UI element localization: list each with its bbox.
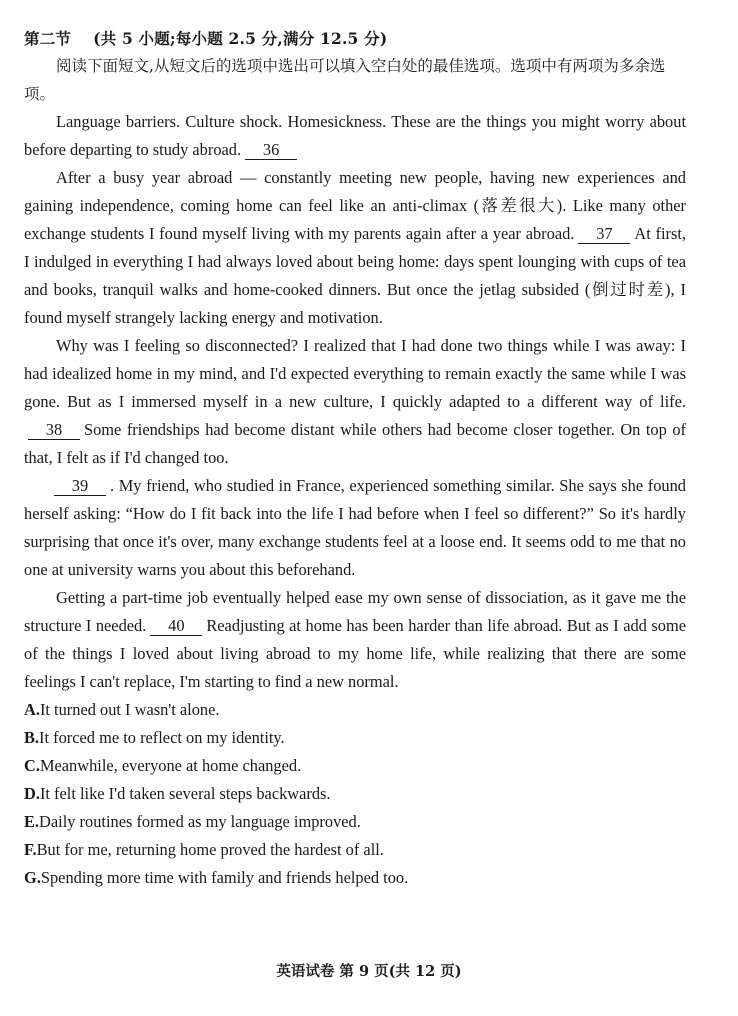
section-scoring-note: (共 5 小题;每小题 2.5 分,满分 12.5 分) (93, 29, 388, 48)
option-b (24, 724, 686, 752)
page-footer: 英语试卷 第 9 页(共 12 页) (276, 963, 462, 980)
blank-38: 38 (28, 421, 80, 440)
paragraph-text: Language barriers. Culture shock. Homesickness. These are the things you might worry about before departing to study abroad. (24, 112, 686, 159)
paragraph-text: Getting a part-time job eventually helped ease my own sense of dissociation, as it gave me the structure I needed. (24, 588, 686, 635)
option-text: It turned out I wasn't alone. (39, 700, 220, 719)
paragraph-text: . My friend, who studied in France, experienced something similar. She says she found herself asking: “How do I fit back into the life I had before when I feel so different?” So it's hardly surprising that once it's over, many exchange students feel at a loose end. It seems odd to me that no one at university warns you about this beforehand. (24, 476, 686, 579)
option-text: Spending more time with family and friends helped too. (40, 868, 409, 887)
option-letter: C. (24, 756, 40, 775)
paragraph-text: Readjusting at home has been harder than life abroad. But as I add some of the things I loved about living abroad to my home life, while realizing that there are some feelings I can't replace, I'm starting to find a new normal. (24, 616, 686, 691)
blank-37: 37 (578, 225, 630, 244)
option-text: Meanwhile, everyone at home changed. (39, 756, 302, 775)
passage-paragraph-4 (24, 472, 686, 584)
option-d (24, 780, 686, 808)
section-title: 第二节 (24, 29, 72, 48)
paragraph-text: At first, I indulged in everything I had always loved about being home: days spent lounging with cups of tea and books, tranquil walks and home-cooked dinners. But once the jetlag subsided (倒过时差), I found myself strangely lacking energy and motivation. (24, 224, 686, 327)
paragraph-text: After a busy year abroad — constantly meeting new people, having new experiences and gaining independence, coming home can feel like an anti-climax (落差很大). Like many other exchange students I found myself living with my parents again after a year abroad. (24, 168, 686, 243)
answer-options (24, 696, 686, 892)
option-text: But for me, returning home proved the hardest of all. (36, 840, 384, 859)
option-letter: G. (24, 868, 41, 887)
paragraph-text: Some friendships had become distant while others had become closer together. On top of that, I felt as if I'd changed too. (24, 420, 686, 467)
option-f (24, 836, 686, 864)
option-letter: E. (24, 812, 40, 831)
passage-paragraph-3 (24, 332, 686, 472)
option-letter: F. (24, 840, 37, 859)
blank-36: 36 (245, 141, 297, 160)
passage-paragraph-1 (24, 108, 686, 164)
option-c (24, 752, 686, 780)
paragraph-text: Why was I feeling so disconnected? I realized that I had done two things while I was away: I had idealized home in my mind, and I'd expected everything to remain exactly the same while I was gone. But as I immersed myself in a new culture, I quickly adapted to a different way of life. (24, 336, 686, 411)
option-text: It felt like I'd taken several steps backwards. (39, 784, 331, 803)
option-a (24, 696, 686, 724)
section-heading (24, 28, 686, 50)
passage-paragraph-5 (24, 584, 686, 696)
option-letter: D. (24, 784, 40, 803)
passage-paragraph-2 (24, 164, 686, 332)
option-g (24, 864, 686, 892)
blank-40: 40 (150, 617, 202, 636)
option-text: Daily routines formed as my language improved. (39, 812, 361, 831)
option-e (24, 808, 686, 836)
blank-39: 39 (54, 477, 106, 496)
option-text: It forced me to reflect on my identity. (39, 728, 285, 747)
section-instruction: 阅读下面短文,从短文后的选项中选出可以填入空白处的最佳选项。选项中有两项为多余选项。 (24, 57, 666, 103)
option-letter: A. (24, 700, 40, 719)
option-letter: B. (24, 728, 40, 747)
